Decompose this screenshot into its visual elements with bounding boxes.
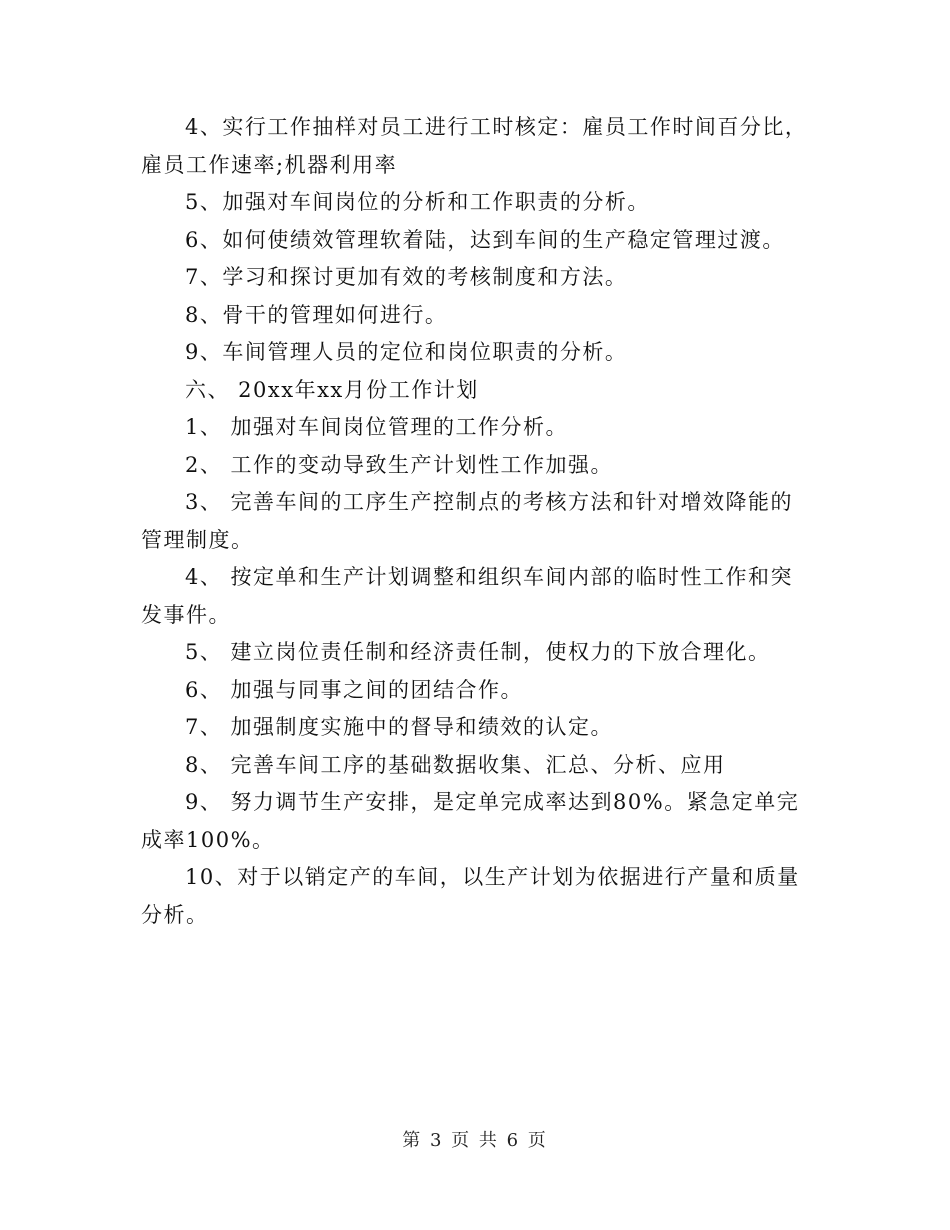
list-item: 9、 努力调节生产安排，是定单完成率达到80%。紧急定单完成率100%。 <box>141 790 800 852</box>
list-item: 3、 完善车间的工序生产控制点的考核方法和针对增效降能的管理制度。 <box>141 490 794 552</box>
list-item: 4、 按定单和生产计划调整和组织车间内部的临时性工作和突发事件。 <box>141 565 794 627</box>
list-item: 5、 建立岗位责任制和经济责任制，使权力的下放合理化。 <box>185 640 771 664</box>
list-item: 2、 工作的变动导致生产计划性工作加强。 <box>185 452 614 477</box>
list-item: 6、如何使绩效管理软着陆，达到车间的生产稳定管理过渡。 <box>185 227 785 252</box>
list-item: 4、实行工作抽样对员工进行工时核定：雇员工作时间百分比，雇员工作速率;机器利用率 <box>141 115 808 177</box>
document-body <box>141 109 813 934</box>
list-item: 7、学习和探讨更加有效的考核制度和方法。 <box>185 265 628 289</box>
list-item: 10、对于以销定产的车间，以生产计划为依据进行产量和质量分析。 <box>141 865 800 927</box>
list-item: 6、 加强与同事之间的团结合作。 <box>185 677 524 702</box>
section-heading: 六、 20xx年xx月份工作计划 <box>185 377 479 402</box>
list-item: 5、加强对车间岗位的分析和工作职责的分析。 <box>185 190 650 214</box>
list-item: 9、车间管理人员的定位和岗位职责的分析。 <box>185 340 628 364</box>
page-number-footer: 第 3 页 共 6 页 <box>402 1130 548 1151</box>
list-item: 1、 加强对车间岗位管理的工作分析。 <box>185 415 569 439</box>
list-item: 8、 完善车间工序的基础数据收集、汇总、分析、应用 <box>185 752 726 777</box>
list-item: 8、骨干的管理如何进行。 <box>185 302 448 327</box>
list-item: 7、 加强制度实施中的督导和绩效的认定。 <box>185 715 614 739</box>
